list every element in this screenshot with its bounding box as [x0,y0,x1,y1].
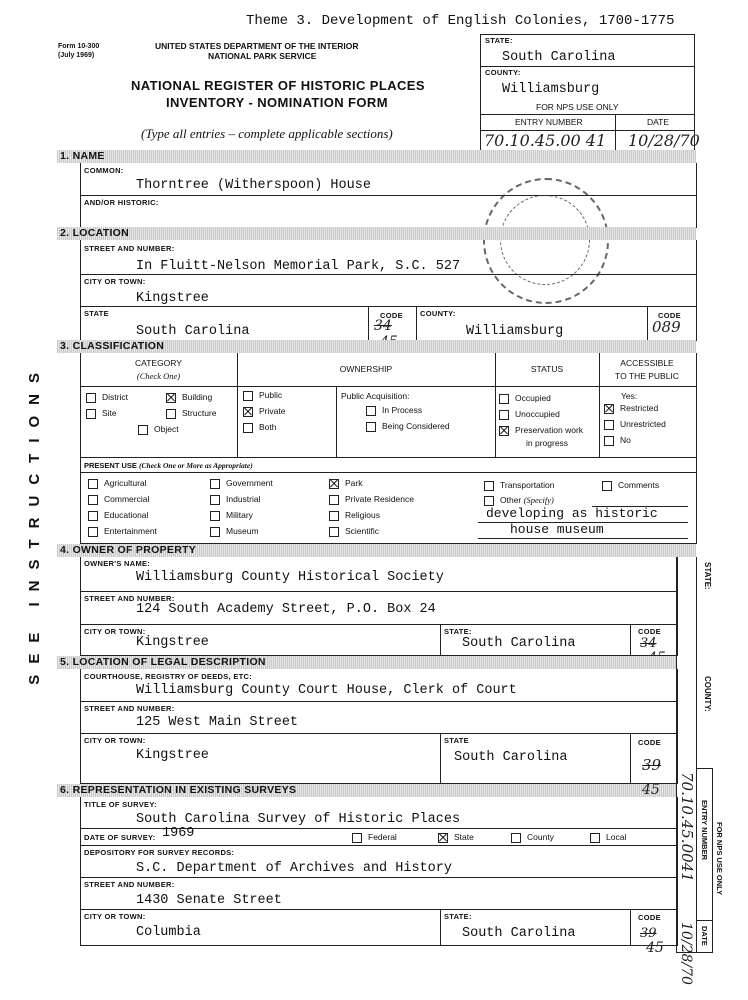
owner-street-value: 124 South Academy Street, P.O. Box 24 [136,602,436,617]
survey-code-handwritten: 45 [646,940,664,956]
use-agricultural[interactable]: Agricultural [88,478,147,489]
historic-label: AND/OR HISTORIC: [84,198,159,207]
checkbox[interactable] [484,496,494,506]
location-county-code-handwritten: 089 [652,318,681,336]
survey-city-value: Columbia [136,925,201,940]
checkbox-checked[interactable] [166,393,176,403]
legal-code-struck: 39 [642,756,662,774]
acc-yes-label: Yes: [621,391,638,401]
location-street-value: In Fluitt-Nelson Memorial Park, S.C. 527 [136,259,461,274]
st-in-progress: in progress [526,438,569,448]
checkbox[interactable] [366,422,376,432]
nps-state-value: South Carolina [502,50,616,65]
cat-structure[interactable]: Structure [166,408,217,419]
date-label: DATE [647,117,670,127]
owner-state-label: STATE: [444,627,472,636]
cat-object[interactable]: Object [138,424,179,435]
legal-code-label: CODE [638,738,661,747]
use-military[interactable]: Military [210,510,253,521]
survey-date-label: DATE OF SURVEY: [84,833,156,842]
category-header: CATEGORY [135,358,182,368]
agency-line1: UNITED STATES DEPARTMENT OF THE INTERIOR [155,41,359,51]
side-county-label: COUNTY: [703,676,712,712]
nps-use-only: FOR NPS USE ONLY [536,102,619,112]
acq-being-considered[interactable]: Being Considered [366,421,450,432]
form-id: Form 10-300 [58,43,100,50]
section1-title: 1. NAME [60,150,105,162]
survey-title-value: South Carolina Survey of Historic Places [136,812,461,827]
survey-street-label: STREET AND NUMBER: [84,880,175,889]
use-scientific[interactable]: Scientific [329,526,379,537]
owner-city-value: Kingstree [136,635,209,650]
checkbox-checked[interactable] [604,404,614,414]
checkbox[interactable] [604,420,614,430]
location-state-label: STATE [84,309,109,318]
checkbox[interactable] [352,833,362,843]
form-title-line1: NATIONAL REGISTER OF HISTORIC PLACES [131,78,425,93]
side-state-label: STATE: [703,562,712,590]
date-handwritten: 10/28/70 [628,131,700,150]
owner-city-label: CITY OR TOWN: [84,627,146,636]
entry-number-label: ENTRY NUMBER [515,117,583,127]
checkbox[interactable] [602,481,612,491]
checkbox-checked[interactable] [243,407,253,417]
section1-bar [57,150,696,163]
form-date: (July 1969) [58,52,95,59]
checkbox[interactable] [511,833,521,843]
section6-code-handwritten: 45 [642,782,660,798]
use-transportation[interactable]: Transportation [484,480,555,491]
acq-in-process[interactable]: In Process [366,405,422,416]
owner-name-label: OWNER'S NAME: [84,559,151,568]
acc-unrestricted[interactable]: Unrestricted [604,419,666,430]
own-private[interactable]: Private [243,406,285,417]
checkbox[interactable] [243,423,253,433]
side-entry-number-handwritten: 70.10.45.0041 [678,772,696,882]
acc-restricted[interactable]: Restricted [604,403,658,414]
use-museum[interactable]: Museum [210,526,259,537]
cat-building[interactable]: Building [166,392,212,403]
checkbox[interactable] [210,511,220,521]
survey-state[interactable]: State [438,832,474,843]
checkbox[interactable] [329,527,339,537]
checkbox[interactable] [88,527,98,537]
use-park[interactable]: Park [329,478,362,489]
survey-code-label: CODE [638,913,661,922]
location-county-label: COUNTY: [420,309,456,318]
form-title-line2: INVENTORY - NOMINATION FORM [166,95,388,110]
legal-street-label: STREET AND NUMBER: [84,704,175,713]
location-county-value: Williamsburg [466,324,564,339]
legal-city-label: CITY OR TOWN: [84,736,146,745]
nps-state-label: STATE: [485,36,513,45]
other-specify-line2: house museum [510,522,604,537]
side-date-handwritten: 10/28/70 [678,922,694,985]
accessible-header-2: TO THE PUBLIC [615,371,679,381]
cat-district[interactable]: District [86,392,128,403]
common-label: COMMON: [84,166,124,175]
checkbox[interactable] [499,394,509,404]
legal-city-value: Kingstree [136,748,209,763]
owner-name-value: Williamsburg County Historical Society [136,570,444,585]
survey-county[interactable]: County [511,832,554,843]
owner-state-value: South Carolina [462,636,576,651]
location-street-label: STREET AND NUMBER: [84,244,175,253]
use-private-residence[interactable]: Private Residence [329,494,414,505]
checkbox[interactable] [366,406,376,416]
use-other[interactable]: Other (Specify) [484,495,554,506]
checkbox[interactable] [210,479,220,489]
location-city-label: CITY OR TOWN: [84,277,146,286]
section3-title: 3. CLASSIFICATION [60,340,165,352]
owner-code-struck: 34 [640,636,657,651]
legal-street-value: 125 West Main Street [136,715,299,730]
location-county-code-label: CODE [658,311,681,320]
own-both[interactable]: Both [243,422,277,433]
checkbox[interactable] [590,833,600,843]
location-code-label: CODE [380,311,403,320]
depository-value: S.C. Department of Archives and History [136,861,452,876]
section2-title: 2. LOCATION [60,227,130,239]
owner-street-label: STREET AND NUMBER: [84,594,175,603]
survey-state-value: South Carolina [462,926,576,941]
category-subheader: (Check One) [136,371,181,381]
location-state-value: South Carolina [136,324,250,339]
checkbox[interactable] [138,425,148,435]
ownership-header: OWNERSHIP [339,364,393,374]
acc-no[interactable]: No [604,435,631,446]
survey-state-label: STATE: [444,912,472,921]
checkbox[interactable] [86,409,96,419]
checkbox[interactable] [243,391,253,401]
checkbox[interactable] [604,436,614,446]
location-city-value: Kingstree [136,291,209,306]
theme-header: Theme 3. Development of English Colonies, 1700-1775 [246,13,675,29]
checkbox[interactable] [210,527,220,537]
common-name: Thorntree (Witherspoon) House [136,178,371,193]
use-industrial[interactable]: Industrial [210,494,261,505]
legal-state-label: STATE [444,736,469,745]
side-entry-number-label: ENTRY NUMBER [700,800,709,861]
checkbox-checked[interactable] [499,426,509,436]
checkbox[interactable] [484,481,494,491]
accessible-header-1: ACCESSIBLE [620,358,674,368]
present-use-label: PRESENT USE (Check One or More as Appropriate) [84,461,253,470]
use-government[interactable]: Government [210,478,273,489]
side-date-label: DATE [700,926,709,946]
survey-local[interactable]: Local [590,832,626,843]
use-comments[interactable]: Comments [602,480,659,491]
side-nps-use-only: FOR NPS USE ONLY [715,822,724,896]
use-educational[interactable]: Educational [88,510,148,521]
section6-title: 6. REPRESENTATION IN EXISTING SURVEYS [60,784,297,796]
depository-label: DEPOSITORY FOR SURVEY RECORDS: [84,848,235,857]
checkbox[interactable] [88,495,98,505]
checkbox[interactable] [166,409,176,419]
section2-bar [57,227,696,240]
survey-code-struck: 39 [640,926,657,941]
courthouse-value: Williamsburg County Court House, Clerk of Court [136,683,517,698]
st-occupied[interactable]: Occupied [499,393,551,404]
form-instruction: (Type all entries – complete applicable sections) [141,126,393,141]
location-code-struck: 34 [374,318,392,334]
survey-title-label: TITLE OF SURVEY: [84,800,157,809]
section5-title: 5. LOCATION OF LEGAL DESCRIPTION [60,656,266,668]
agency-line2: NATIONAL PARK SERVICE [208,51,317,61]
courthouse-label: COURTHOUSE, REGISTRY OF DEEDS, ETC: [84,672,253,681]
checkbox[interactable] [88,511,98,521]
use-religious[interactable]: Religious [329,510,380,521]
own-public[interactable]: Public [243,390,282,401]
checkbox[interactable] [499,410,509,420]
section4-title: 4. OWNER OF PROPERTY [60,544,197,556]
other-specify-line1: developing as historic [486,506,658,521]
nps-county-value: Williamsburg [502,82,600,97]
survey-street-value: 1430 Senate Street [136,893,282,908]
status-header: STATUS [530,364,564,374]
checkbox[interactable] [329,495,339,505]
use-commercial[interactable]: Commercial [88,494,149,505]
checkbox[interactable] [210,495,220,505]
cat-site[interactable]: Site [86,408,117,419]
use-entertainment[interactable]: Entertainment [88,526,157,537]
survey-city-label: CITY OR TOWN: [84,912,146,921]
checkbox[interactable] [86,393,96,403]
public-acquisition-label: Public Acquisition: [341,391,410,401]
checkbox-checked[interactable] [329,479,339,489]
checkbox[interactable] [88,479,98,489]
side-instructions: SEE INSTRUCTIONS [26,362,43,685]
checkbox-checked[interactable] [438,833,448,843]
checkbox[interactable] [329,511,339,521]
survey-federal[interactable]: Federal [352,832,397,843]
entry-number-handwritten: 70.10.45.00 41 [484,131,607,150]
st-unoccupied[interactable]: Unoccupied [499,409,560,420]
st-preservation[interactable]: Preservation work [499,425,583,436]
owner-code-label: CODE [638,627,661,636]
legal-state-value: South Carolina [454,750,568,765]
nps-county-label: COUNTY: [485,68,521,77]
survey-date-value: 1969 [162,826,195,841]
